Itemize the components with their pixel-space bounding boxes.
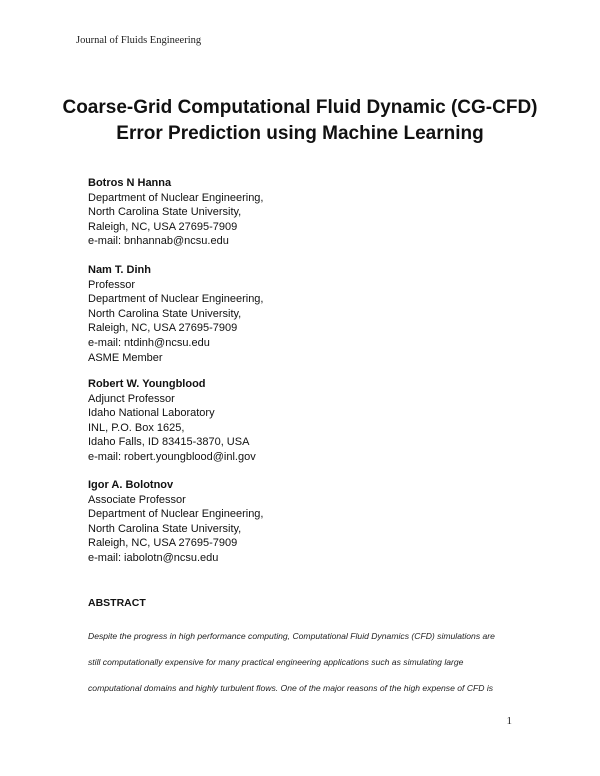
email-line: e-mail: iabolotn@ncsu.edu	[88, 551, 219, 564]
affiliation-line: Department of Nuclear Engineering,	[88, 508, 264, 521]
abstract-heading: ABSTRACT	[88, 597, 146, 609]
email-line: e-mail: robert.youngblood@inl.gov	[88, 450, 256, 463]
paper-title	[0, 95, 600, 147]
abstract-line: Despite the progress in high performance computing, Computational Fluid Dynamics (CFD) simulations are	[88, 631, 495, 641]
abstract-line: computational domains and highly turbulent flows. One of the major reasons of the high expense of CFD is	[88, 683, 494, 693]
title-line: Coarse-Grid Computational Fluid Dynamic (CG-CFD)	[62, 97, 538, 118]
affiliation-line: Professor	[88, 278, 136, 291]
author-block-bolotnov	[88, 478, 263, 566]
affiliation-line: Raleigh, NC, USA 27695-7909	[88, 537, 238, 550]
running-head: Journal of Fluids Engineering	[76, 35, 202, 46]
email-line: e-mail: ntdinh@ncsu.edu	[88, 336, 210, 349]
affiliation-line: Idaho Falls, ID 83415-3870, USA	[88, 436, 250, 449]
affiliation-line: Department of Nuclear Engineering,	[88, 191, 264, 204]
author-name: Robert W. Youngblood	[88, 378, 206, 390]
affiliation-line: North Carolina State University,	[88, 307, 242, 320]
affiliation-line: North Carolina State University,	[88, 522, 242, 535]
affiliation-line: Adjunct Professor	[88, 392, 175, 405]
author-name: Igor A. Bolotnov	[88, 479, 174, 491]
author-block-hanna	[88, 176, 263, 249]
affiliation-line: Raleigh, NC, USA 27695-7909	[88, 220, 238, 233]
abstract-line: still computationally expensive for many practical engineering applications such as simulating large	[88, 657, 464, 667]
affiliation-line: INL, P.O. Box 1625,	[88, 421, 185, 434]
author-name: Nam T. Dinh	[88, 264, 151, 276]
affiliation-line: Associate Professor	[88, 493, 186, 506]
title-line: Error Prediction using Machine Learning	[116, 123, 484, 144]
author-block-dinh	[88, 263, 263, 365]
affiliation-line: North Carolina State University,	[88, 206, 242, 219]
page-number: 1	[506, 715, 512, 727]
author-block-youngblood	[88, 377, 256, 465]
author-name: Botros N Hanna	[88, 177, 172, 189]
affiliation-line: Department of Nuclear Engineering,	[88, 293, 264, 306]
affiliation-line: Idaho National Laboratory	[88, 407, 215, 420]
affiliation-line: ASME Member	[88, 351, 163, 364]
email-line: e-mail: bnhannab@ncsu.edu	[88, 235, 229, 248]
affiliation-line: Raleigh, NC, USA 27695-7909	[88, 322, 238, 335]
